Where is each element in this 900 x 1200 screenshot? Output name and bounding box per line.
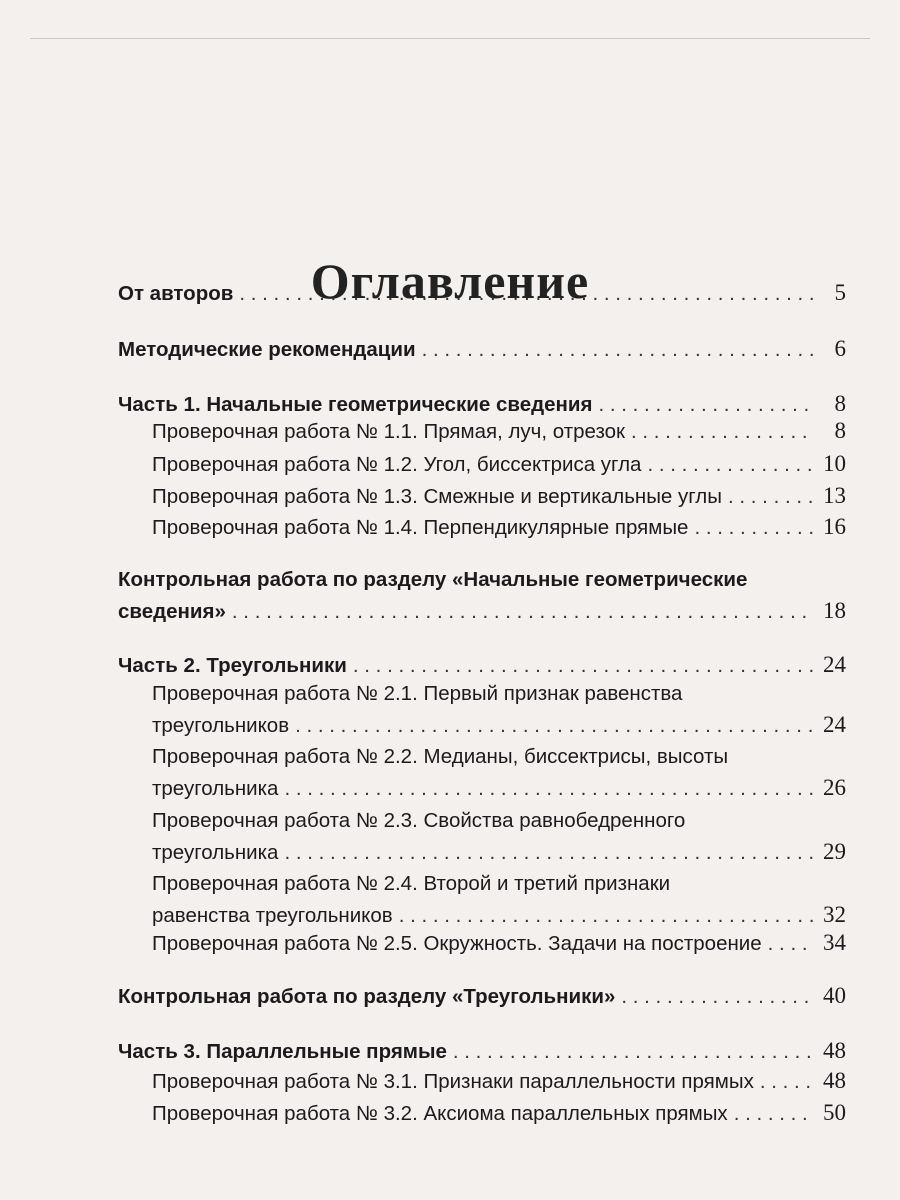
toc-entry-title: Проверочная работа № 1.3. Смежные и вертикальные углы [152,485,722,508]
toc-entry-title: треугольника [152,777,279,800]
page-number: 48 [823,1038,846,1063]
dot-leader [647,449,814,480]
page-number: 24 [823,712,846,737]
page-number: 6 [834,336,846,361]
page-number: 18 [823,598,846,623]
toc-entry [118,980,846,1012]
dot-leader [232,596,814,627]
page-number: 50 [823,1100,846,1125]
toc-entry-title: Часть 2. Треугольники [118,654,347,677]
dot-leader [694,512,814,543]
dot-leader [239,278,814,309]
dot-leader [734,1098,814,1129]
toc-entry [152,1097,846,1129]
page-number: 5 [834,280,846,305]
page-number: 40 [823,983,846,1008]
toc-entry [152,678,846,741]
page-number: 8 [834,391,846,416]
page-title: Оглавление [310,252,590,309]
toc-entry-title: Проверочная работа № 1.1. Прямая, луч, отрезок [152,420,625,443]
page-number: 16 [823,514,846,539]
toc-entry-title: сведения» [118,600,226,623]
toc-entry-title: Проверочная работа № 2.5. Окружность. Задачи на построение [152,932,762,955]
dot-leader [284,773,814,804]
toc-entry-title: Проверочная работа № 2.4. Второй и третий признаки [152,872,671,895]
toc-entry-title: Проверочная работа № 1.4. Перпендикулярные прямые [152,516,689,539]
toc-entry-title: Контрольная работа по разделу «Начальные геометрические [118,568,748,591]
dot-leader [728,481,814,512]
toc-entry [118,333,846,365]
page-number: 32 [823,902,846,927]
toc-entry-title: равенства треугольников [152,904,393,927]
toc-entry-title: Проверочная работа № 2.2. Медианы, биссектрисы, высоты [152,745,729,768]
toc-entry [118,277,846,309]
page-number: 8 [834,418,846,443]
toc-entry [118,1035,846,1067]
toc-entry [118,649,846,681]
dot-leader [453,1036,814,1067]
page-number: 48 [823,1068,846,1093]
dot-leader [621,981,814,1012]
toc-entry [152,511,846,543]
dot-leader [422,334,814,365]
dot-leader [295,710,814,741]
toc-entry-title: Проверочная работа № 3.1. Признаки параллельности прямых [152,1070,754,1093]
toc-entry [152,805,846,868]
toc-entry [152,868,846,931]
toc-entry-title: Методические рекомендации [118,338,416,361]
toc-entry [152,927,846,959]
dot-leader [353,650,814,681]
toc-entry [118,564,846,627]
page-number: 29 [823,839,846,864]
toc-entry-title: Контрольная работа по разделу «Треугольники» [118,985,616,1008]
toc-entry-title: Проверочная работа № 1.2. Угол, биссектриса угла [152,453,642,476]
dot-leader [284,837,814,868]
page-number: 34 [823,930,846,955]
dot-leader [631,416,814,447]
page-number: 24 [823,652,846,677]
dot-leader [768,928,814,959]
toc-entry [152,448,846,480]
toc-entry-title: Часть 3. Параллельные прямые [118,1040,447,1063]
toc-entry-title: Проверочная работа № 3.2. Аксиома параллельных прямых [152,1102,728,1125]
page-number: 26 [823,775,846,800]
toc-entry [152,415,846,447]
toc-entry-title: треугольника [152,841,279,864]
page-number: 10 [823,451,846,476]
page-edge-line [30,38,870,39]
toc-entry-title: От авторов [118,282,234,305]
toc-entry [152,741,846,804]
toc-entry-title: Проверочная работа № 2.1. Первый признак равенства [152,682,683,705]
toc-entry-title: Часть 1. Начальные геометрические сведения [118,393,593,416]
toc-entry [152,1065,846,1097]
toc-entry-title: треугольников [152,714,290,737]
toc-entry [152,480,846,512]
page-number: 13 [823,483,846,508]
dot-leader [760,1066,814,1097]
toc-entry-title: Проверочная работа № 2.3. Свойства равнобедренного [152,809,686,832]
